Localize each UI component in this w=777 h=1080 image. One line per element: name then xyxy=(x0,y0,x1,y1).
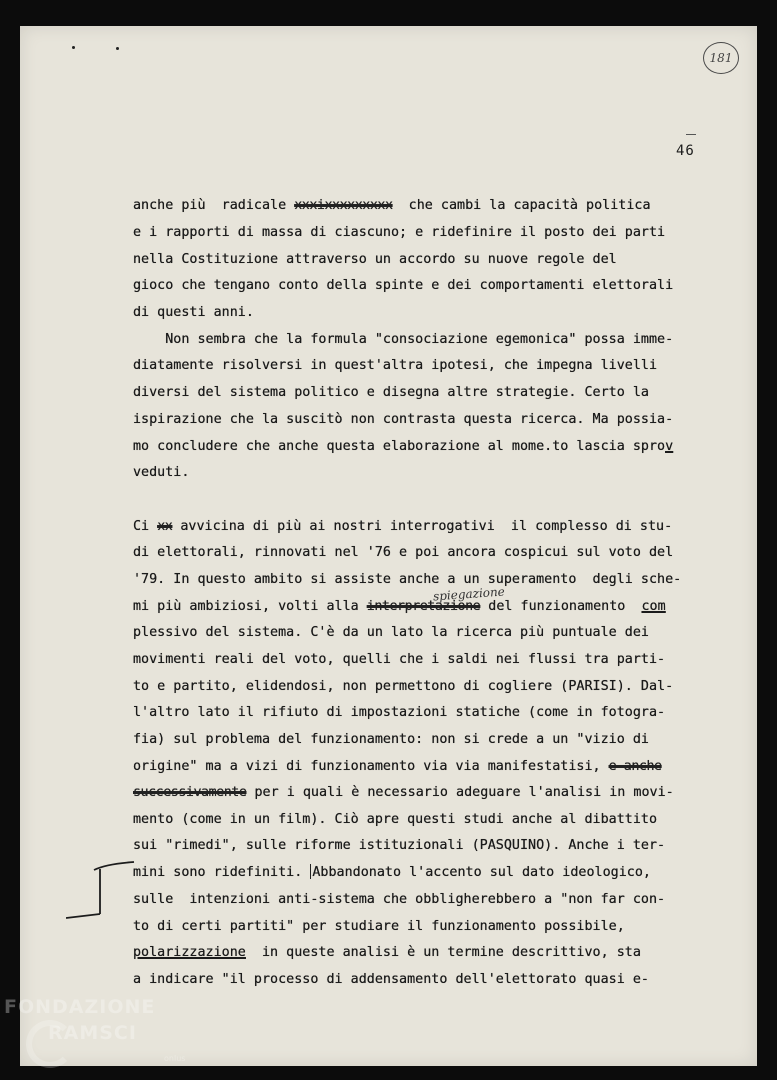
text-segment: l'altro lato il rifiuto di impostazioni statiche (come in fotogra- xyxy=(133,705,666,720)
text-segment: to e partito, elidendosi, non permettono di cogliere (PARISI). Dal- xyxy=(133,679,674,694)
text-segment: nella Costituzione attraverso un accordo su nuove regole del xyxy=(133,252,617,267)
text-segment: mo concludere che anche questa elaborazione al mome.to lascia spro xyxy=(133,439,666,454)
watermark-line3: onlus xyxy=(164,1054,186,1063)
text-line xyxy=(133,331,743,349)
text-segment: sui "rimedi", sulle riforme istituzionali (PASQUINO). Anche i ter- xyxy=(133,838,666,853)
text-segment: che cambi la capacità politica xyxy=(392,198,651,213)
text-line xyxy=(133,544,743,562)
text-segment: di questi anni. xyxy=(133,305,254,320)
underlined-text: v xyxy=(665,439,674,454)
struck-out-text: xxxixxxxxxxxx xyxy=(294,198,393,213)
underlined-text: polarizzazione xyxy=(133,945,246,960)
struck-out-text: interpretazione xyxy=(366,599,481,614)
struck-out-text: successivamente xyxy=(133,785,247,800)
underlined-text: com xyxy=(641,599,666,614)
text-line xyxy=(133,837,743,855)
text-line xyxy=(133,357,743,375)
text-segment: Abbandonato l'accento sul dato ideologico, xyxy=(312,865,651,880)
text-segment: sulle intenzioni anti-sistema che obbligherebbero a "non far con- xyxy=(133,892,666,907)
margin-bracket-mark xyxy=(66,856,136,928)
page-number: 46 xyxy=(676,143,695,159)
text-line xyxy=(133,571,743,589)
text-segment: veduti. xyxy=(133,465,190,480)
text-segment: Non sembra che la formula "consociazione egemonica" possa imme- xyxy=(133,332,674,347)
typewritten-page xyxy=(20,26,757,1066)
text-line xyxy=(133,384,743,402)
text-line xyxy=(133,784,743,802)
text-segment: movimenti reali del voto, quelli che i saldi nei flussi tra parti- xyxy=(133,652,666,667)
text-line xyxy=(133,464,743,482)
text-line xyxy=(133,251,743,269)
text-segment: mi più ambiziosi, volti alla xyxy=(133,599,367,614)
text-segment: ispirazione che la suscitò non contrasta questa ricerca. Ma possia- xyxy=(133,412,674,427)
text-line xyxy=(133,624,743,642)
text-segment: anche più radicale xyxy=(133,198,295,213)
text-segment: di elettorali, rinnovati nel '76 e poi ancora cospicui sul voto del xyxy=(133,545,674,560)
text-segment: Ci xyxy=(133,519,158,534)
punch-mark xyxy=(116,47,119,50)
text-line xyxy=(133,731,743,749)
text-segment: in queste analisi è un termine descrittivo, sta xyxy=(245,945,641,960)
text-segment: a indicare "il processo di addensamento dell'elettorato quasi e- xyxy=(133,972,649,987)
text-line xyxy=(133,918,743,936)
struck-out-text: e anche xyxy=(608,759,662,774)
struck-out-text: xx xyxy=(157,519,173,534)
handwritten-correction: spiegazione xyxy=(432,584,506,604)
text-segment: avvicina di più ai nostri interrogativi il complesso di stu- xyxy=(172,519,673,534)
watermark-line2: RAMSCI xyxy=(48,1022,137,1044)
fondazione-gramsci-watermark xyxy=(4,994,186,1063)
text-line xyxy=(133,224,743,242)
text-line xyxy=(133,704,743,722)
text-segment: diversi del sistema politico e disegna altre strategie. Certo la xyxy=(133,385,649,400)
watermark-line1: FONDAZIONE xyxy=(4,996,156,1018)
text-line xyxy=(133,944,743,962)
text-segment: to di certi partiti" per studiare il funzionamento possibile, xyxy=(133,919,625,934)
text-line xyxy=(133,971,743,989)
text-line xyxy=(133,304,743,322)
text-line xyxy=(133,438,743,456)
text-line xyxy=(133,758,743,776)
text-line xyxy=(133,811,743,829)
text-line xyxy=(133,651,743,669)
text-segment: del funzionamento xyxy=(480,599,642,614)
punch-mark xyxy=(72,46,75,49)
text-segment: plessivo del sistema. C'è da un lato la ricerca più puntuale dei xyxy=(133,625,649,640)
text-segment: mini sono ridefiniti. xyxy=(133,865,311,880)
text-line xyxy=(133,891,743,909)
text-segment: e i rapporti di massa di ciascuno; e ridefinire il posto dei parti xyxy=(133,225,666,240)
text-segment: origine" ma a vizi di funzionamento via via manifestatisi, xyxy=(133,759,609,774)
text-line xyxy=(133,864,743,882)
text-line xyxy=(133,411,743,429)
text-segment: diatamente risolversi in quest'altra ipotesi, che impegna livelli xyxy=(133,358,658,373)
archive-page-number: 181 xyxy=(703,42,739,74)
text-line xyxy=(133,678,743,696)
text-line xyxy=(133,518,743,536)
text-segment: gioco che tengano conto della spinte e dei comportamenti elettorali xyxy=(133,278,674,293)
text-segment: per i quali è necessario adeguare l'analisi in movi- xyxy=(246,785,674,800)
text-segment: '79. In questo ambito si assiste anche a un superamento degli sche- xyxy=(133,572,682,587)
text-segment: mento (come in un film). Ciò apre questi studi anche al dibattito xyxy=(133,812,658,827)
text-segment: fia) sul problema del funzionamento: non si crede a un "vizio di xyxy=(133,732,649,747)
text-line xyxy=(133,197,743,215)
watermark-g-logo xyxy=(26,1020,74,1068)
text-line xyxy=(133,277,743,295)
